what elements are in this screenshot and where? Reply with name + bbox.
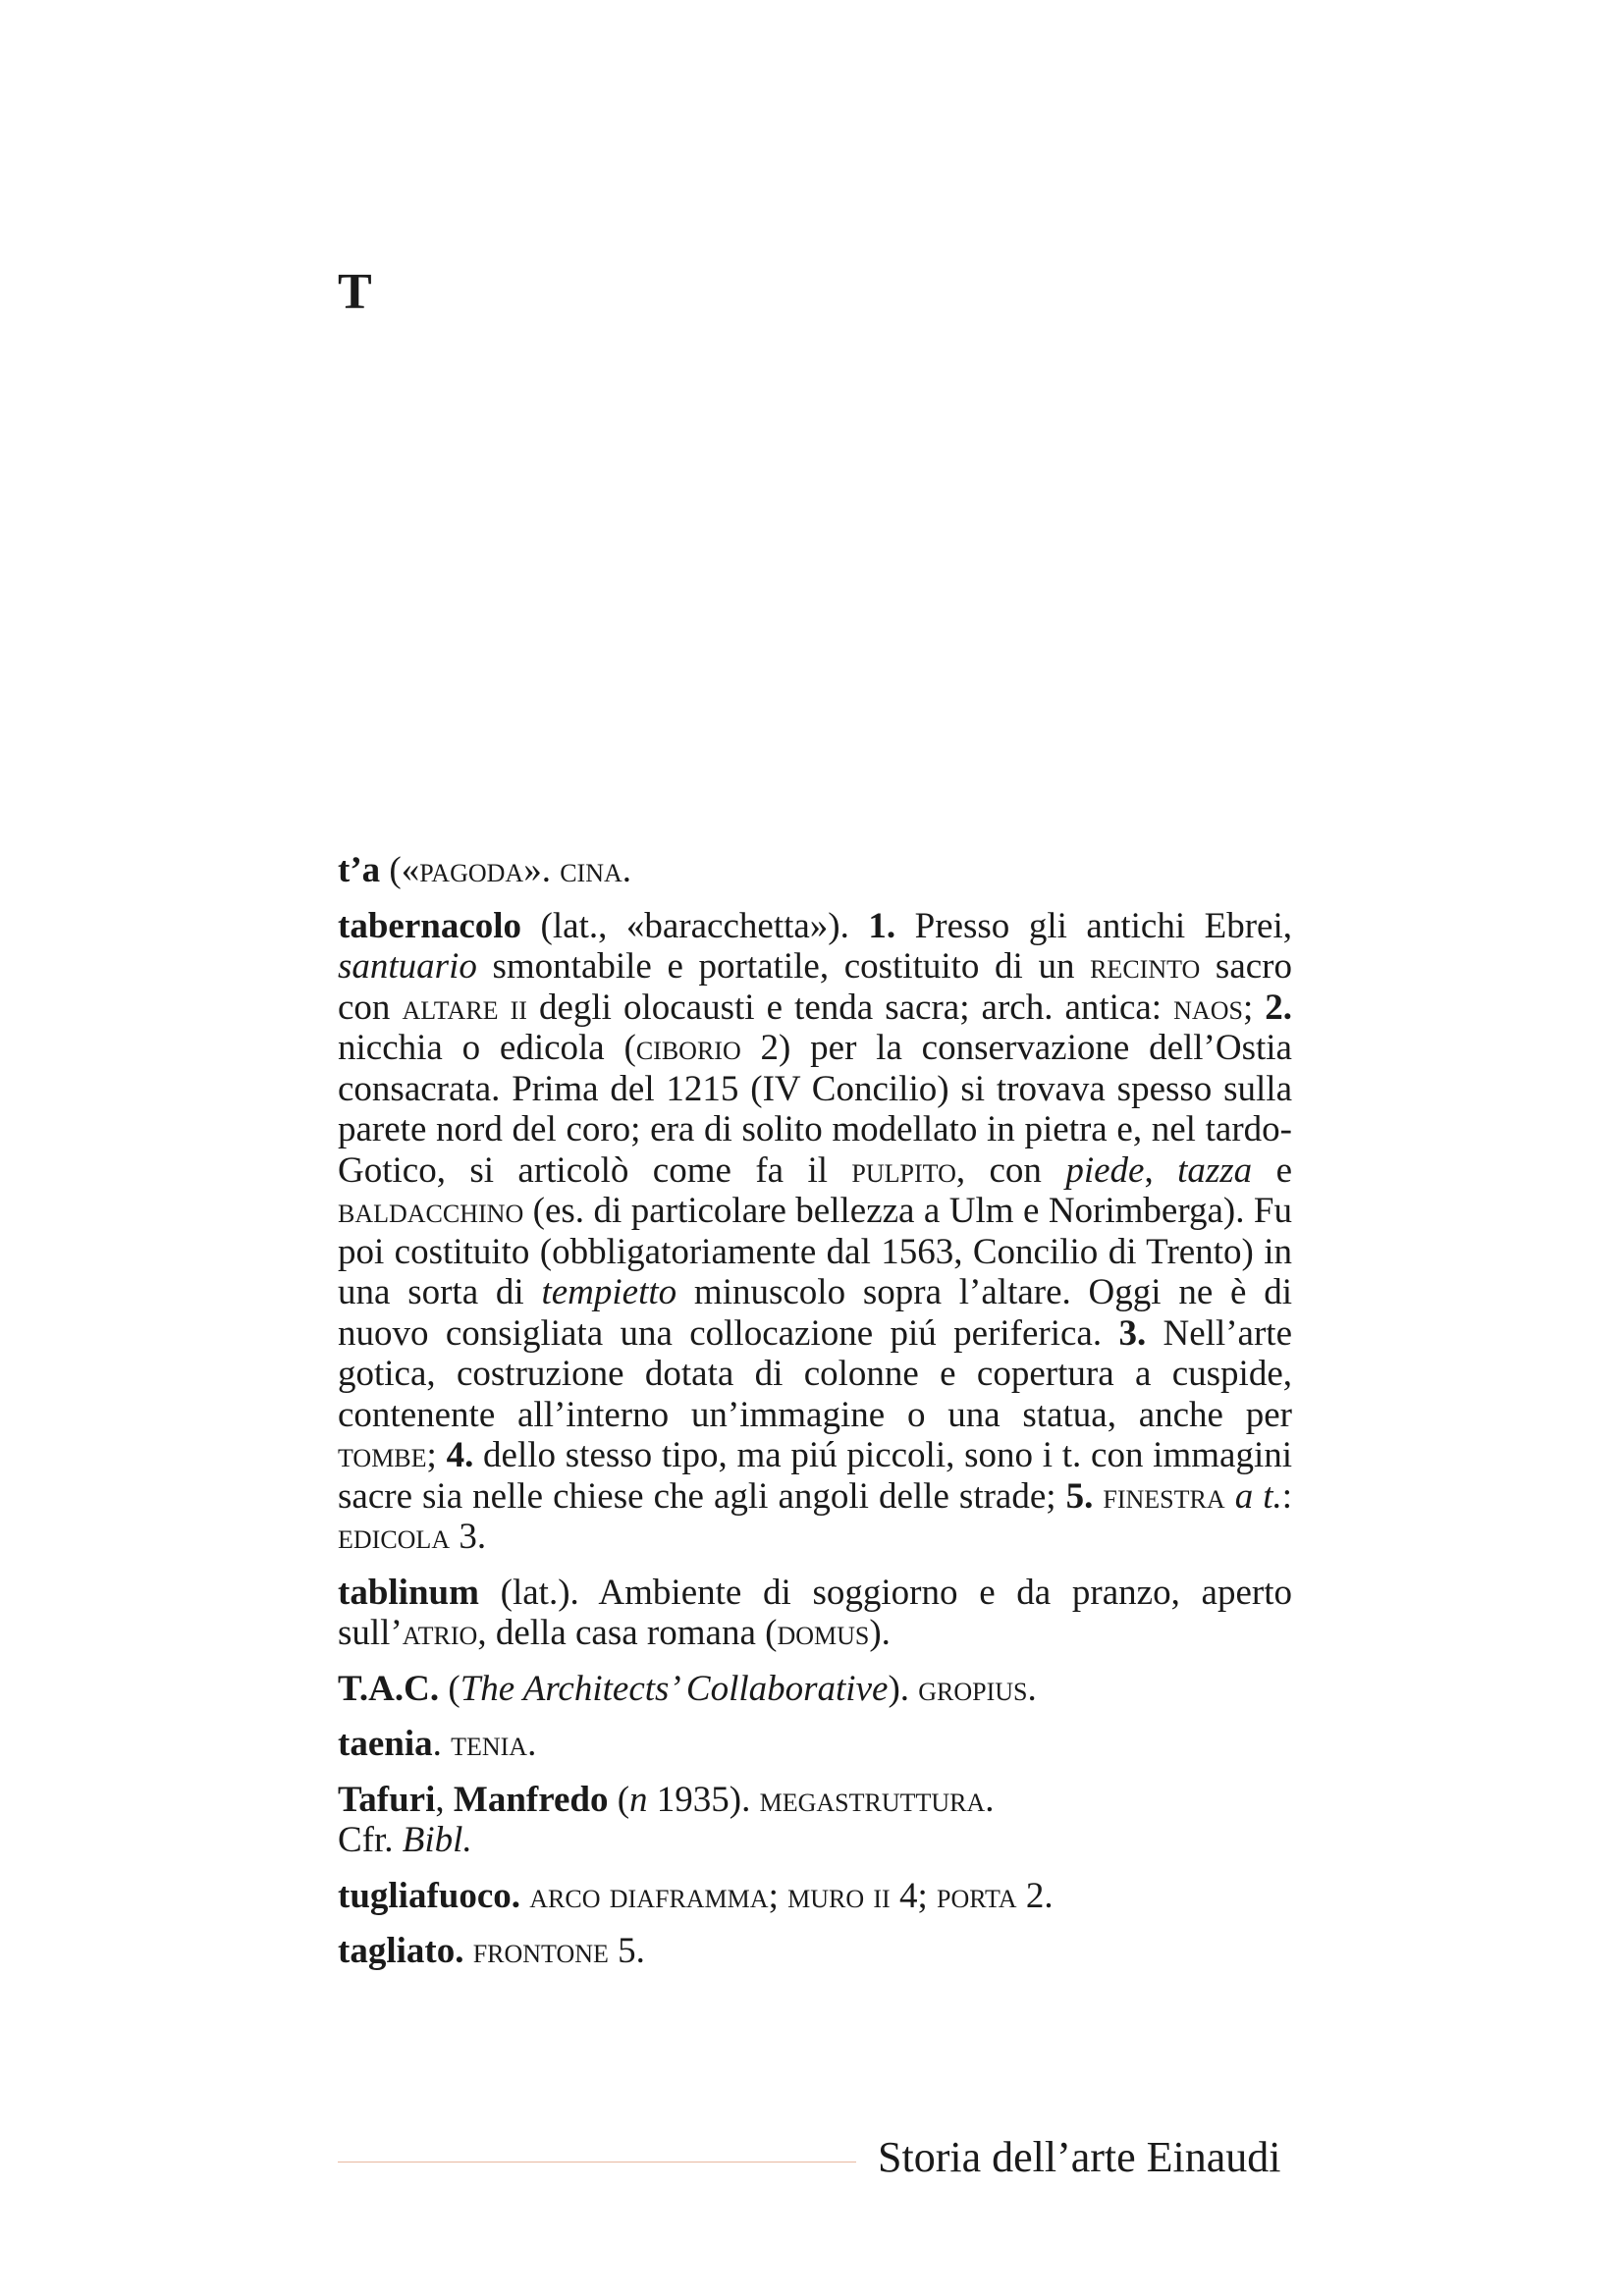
cross-reference: edicola [338, 1517, 451, 1557]
headword: Manfredo [453, 1779, 609, 1820]
cross-reference: megastruttura [759, 1779, 986, 1820]
cross-reference: gropius [918, 1668, 1028, 1709]
headword: tabernacolo [338, 905, 522, 946]
entries-body [338, 850, 1292, 1987]
cross-reference: ciborio [635, 1028, 741, 1068]
entry-ta: t’a («pagoda». cina. [338, 850, 632, 890]
entry-cfr: Cfr. Bibl. [338, 1820, 472, 1860]
headword: tugliafuoco. [338, 1875, 521, 1916]
cross-reference: frontone [472, 1931, 609, 1971]
cross-reference: cina [560, 850, 622, 890]
headword: t’a [338, 850, 381, 890]
entry-tagliafuoco: tugliafuoco. arco diaframma; muro ii 4; porta 2. [338, 1875, 1054, 1916]
cross-reference: recinto [1090, 946, 1201, 987]
cross-reference: baldacchino [338, 1191, 524, 1231]
entry-tac: T.A.C. (The Architects’ Collaborative). gropius. [338, 1668, 1037, 1709]
cross-reference: muro ii [787, 1875, 891, 1916]
headword: T.A.C. [338, 1668, 440, 1709]
entry-tabernacolo: tabernacolo (lat., «baracchetta»). 1. Presso gli antichi Ebrei, santuario smontabile e portatile, costituito di un recinto sacro con altare ii degli olocausti e tenda sacra; arch. antica: naos; 2. nicchia o edicola (ciborio 2) per la conservazione dell’Ostia consacrata. Prima del 1215 (IV Concilio) si trovava spesso sulla parete nord del coro; era di solito modellato in pietra e, nel tardo-Gotico, si articolò come fa il pulpito, con piede, tazza e baldacchino (es. di particolare bellezza a Ulm e Norimberga). Fu poi costituito (obbligatoriamente dal 1563, Concilio di Trento) in una sorta di tempietto minuscolo sopra l’altare. Oggi ne è di nuovo consigliata una collocazione piú periferica. 3. Nell’arte gotica, costruzione dotata di colonne e copertura a cuspide, contenente all’interno un’immagine o una statua, anche per tombe; 4. dello stesso tipo, ma piú piccoli, sono i t. con immagini sacre sia nelle chiese che agli angoli delle strade; 5. finestra a t.: edicola 3. [338, 905, 1293, 1557]
headword: taenia [338, 1724, 433, 1764]
cross-reference: pagoda [419, 850, 524, 890]
headword: tablinum [338, 1572, 479, 1613]
cross-reference: pulpito [851, 1149, 956, 1191]
headword: tagliato. [338, 1931, 464, 1971]
cross-reference: porta [936, 1875, 1017, 1916]
entry-tagliato: tagliato. frontone 5. [338, 1931, 645, 1971]
footer-rule [338, 2162, 856, 2163]
cross-reference: domus [777, 1613, 870, 1653]
cross-reference: altare ii [402, 987, 527, 1028]
footer-title: Storia dell’arte Einaudi [878, 2133, 1281, 2181]
cross-reference: arco diaframma [529, 1875, 769, 1916]
entry-taenia: taenia. tenia. [338, 1724, 537, 1764]
cross-reference: tombe [338, 1435, 427, 1475]
cross-reference: naos [1173, 987, 1243, 1028]
section-letter: T [338, 264, 372, 320]
cross-reference: tenia [451, 1724, 528, 1764]
cross-reference: atrio [402, 1613, 478, 1653]
entry-tafuri: Tafuri, Manfredo (n 1935). megastruttura. [338, 1779, 995, 1820]
cross-reference: finestra [1103, 1475, 1225, 1517]
entry-tablinum: tablinum (lat.). Ambiente di soggiorno e da pranzo, aperto sull’atrio, della casa romana (domus). [338, 1572, 1292, 1653]
headword: Tafuri [338, 1779, 436, 1820]
